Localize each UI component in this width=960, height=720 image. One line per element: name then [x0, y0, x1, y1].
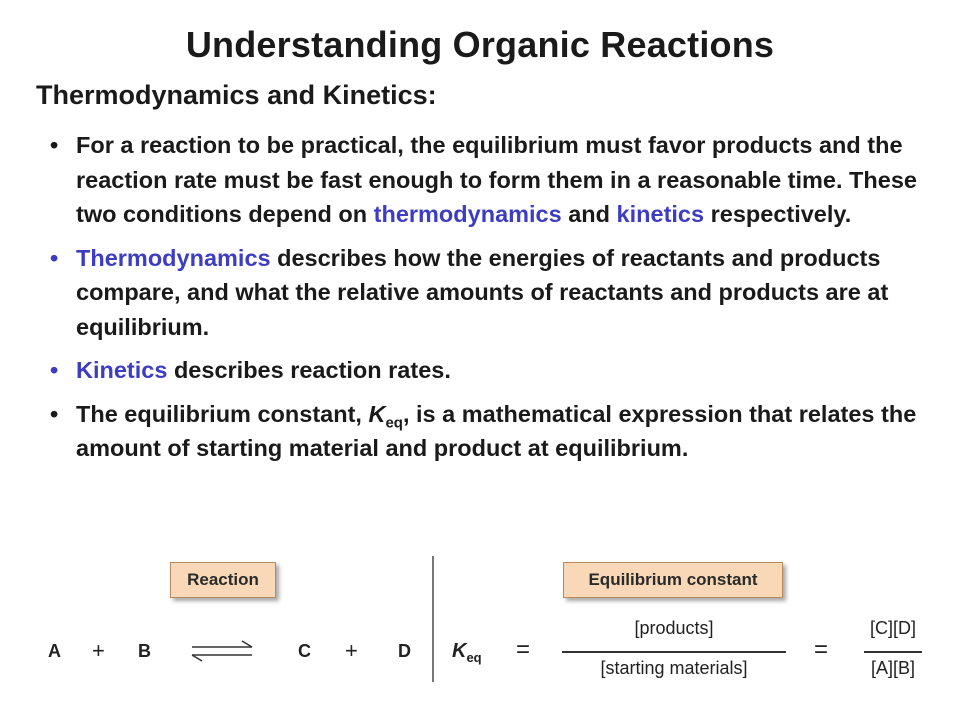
bullet-text: and	[561, 201, 617, 227]
fraction-bar	[562, 651, 786, 653]
equilibrium-arrows-icon	[190, 640, 254, 662]
slide-subtitle: Thermodynamics and Kinetics:	[36, 80, 437, 110]
term-kinetics: Kinetics	[76, 357, 168, 383]
bullet-text: respectively.	[704, 201, 852, 227]
bullet-dot: •	[50, 357, 59, 383]
k-subscript: eq	[385, 414, 403, 432]
bullet-item	[46, 128, 926, 232]
equilibrium-diagram	[0, 552, 960, 712]
term-thermodynamics: thermodynamics	[373, 201, 562, 227]
section-divider	[432, 556, 434, 682]
bullet-list	[46, 128, 926, 475]
reaction-label: Reaction	[170, 562, 276, 598]
k-letter: K	[452, 640, 467, 662]
reactant-a: A	[48, 641, 61, 661]
denominator-ab: [A][B]	[870, 658, 915, 678]
equals-sign: =	[814, 636, 829, 663]
slide-title: Understanding Organic Reactions	[185, 24, 775, 65]
bullet-dot: •	[50, 244, 59, 271]
plus-sign: +	[345, 638, 358, 663]
numerator-cd: [C][D]	[869, 618, 916, 638]
denominator-starting-materials: [starting materials]	[600, 658, 748, 678]
plus-sign: +	[92, 638, 105, 663]
k-subscript: eq	[466, 650, 482, 665]
equals-sign: =	[516, 636, 531, 663]
equilibrium-constant-label: Equilibrium constant	[563, 562, 783, 598]
bullet-text: For a reaction to be practical, the equilibrium must favor products and the reaction rate must be fast enough to form them in a reasonable time. These two conditions depend on	[76, 132, 917, 227]
bullet-text: describes how the energies of reactants and products compare, and what the relative amounts of reactants and products are at equilibrium.	[76, 244, 889, 340]
term-thermodynamics: Thermodynamics	[76, 244, 271, 271]
bullet-item	[46, 353, 926, 388]
k-symbol: K	[368, 400, 386, 427]
reactant-b: B	[138, 641, 151, 661]
bullet-dot: •	[50, 400, 59, 427]
numerator-products: [products]	[634, 618, 714, 638]
bullet-dot: •	[50, 132, 59, 158]
bullet-text: describes reaction rates.	[167, 357, 451, 383]
k-symbol	[452, 640, 482, 663]
fraction-bar	[864, 651, 922, 653]
bullet-item	[46, 241, 926, 345]
bullet-text: , is a mathematical expression that relates the amount of starting material and product at equilibrium.	[76, 400, 917, 461]
term-kinetics: kinetics	[616, 201, 705, 227]
bullet-text: The equilibrium constant,	[76, 400, 369, 427]
product-d: D	[398, 641, 411, 661]
bullet-item	[46, 397, 926, 466]
product-c: C	[298, 641, 311, 661]
